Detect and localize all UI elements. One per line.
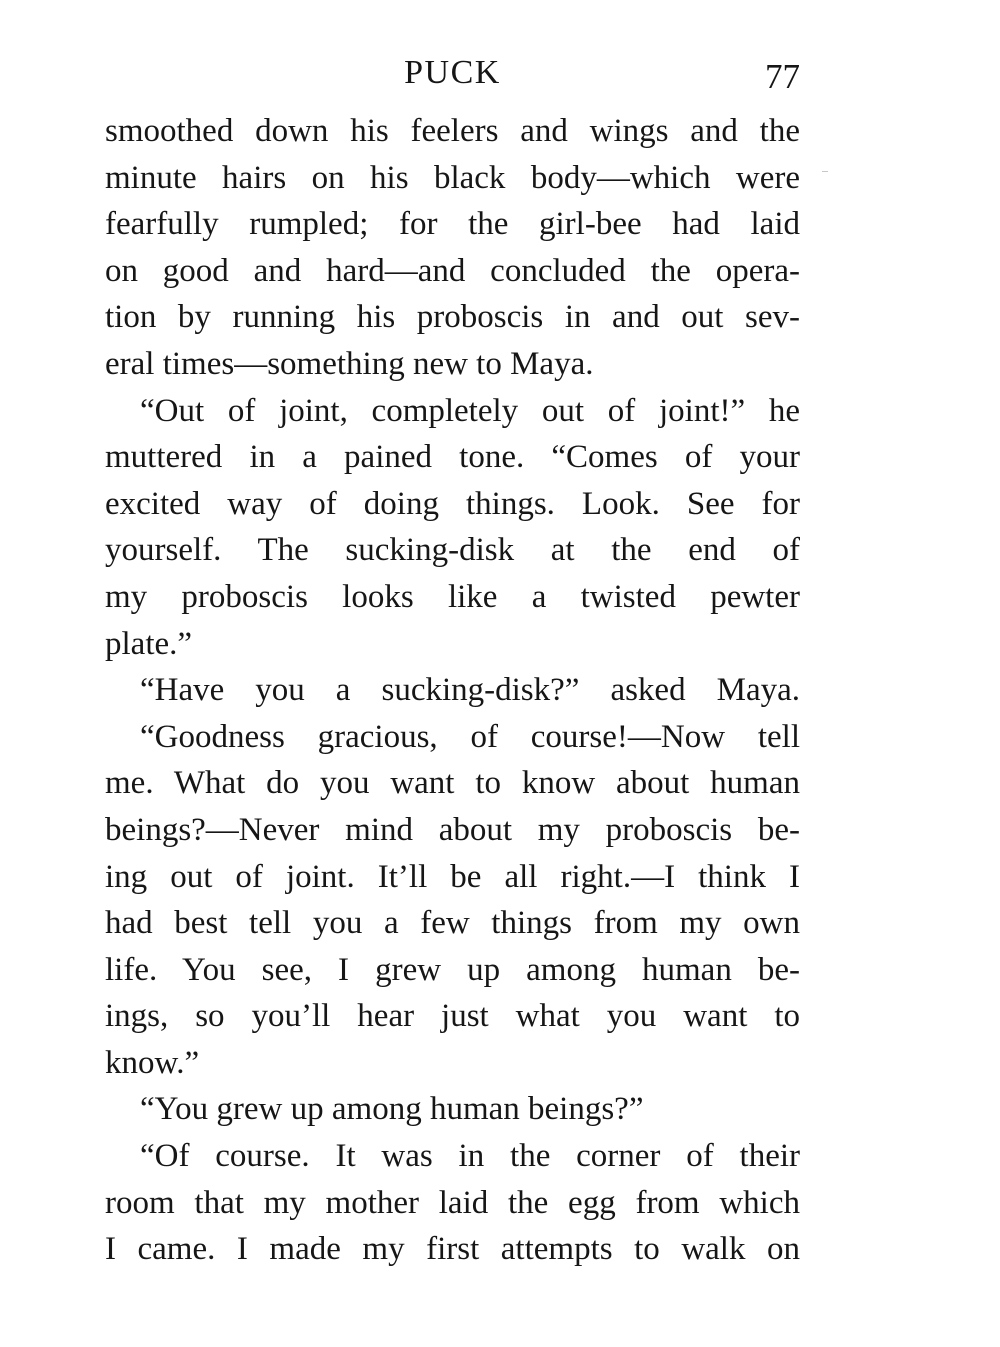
text-line: smoothed down his feelers and wings and the	[105, 113, 800, 149]
text-line: eral times—something new to Maya.	[105, 345, 594, 382]
text-line: beings?—Never mind about my proboscis be-	[105, 811, 800, 848]
text-line: had best tell you a few things from my own	[105, 905, 800, 942]
text-line: ing out of joint. It’ll be all right.—I think I	[105, 858, 800, 895]
text-line: my proboscis looks like a twisted pewter	[105, 578, 800, 615]
running-head	[105, 50, 800, 100]
text-line: yourself. The sucking-disk at the end of	[105, 532, 800, 569]
text-line: I came. I made my first attempts to walk on	[105, 1231, 800, 1268]
text-line: “Have you a sucking-disk?” asked Maya.	[140, 672, 800, 709]
text-line: life. You see, I grew up among human be-	[105, 951, 800, 988]
page-number: 77	[765, 57, 800, 96]
running-title: PUCK	[404, 54, 501, 91]
text-line: know.”	[105, 1044, 200, 1081]
text-line: plate.”	[105, 625, 193, 662]
text-line: fearfully rumpled; for the girl-bee had laid	[105, 206, 800, 243]
text-line: me. What do you want to know about human	[105, 765, 800, 802]
text-line: ings, so you’ll hear just what you want to	[105, 998, 800, 1035]
text-line: excited way of doing things. Look. See for	[105, 485, 800, 522]
body-text	[105, 108, 800, 1273]
text-line: “You grew up among human beings?”	[140, 1091, 644, 1128]
text-line: minute hairs on his black body—which were	[105, 159, 800, 196]
text-line: room that my mother laid the egg from which	[105, 1184, 800, 1221]
text-line: muttered in a pained tone. “Comes of your	[105, 439, 800, 476]
text-line: on good and hard—and concluded the opera-	[105, 252, 800, 289]
text-line: “Out of joint, completely out of joint!” he	[140, 392, 800, 429]
text-line: “Of course. It was in the corner of their	[140, 1138, 800, 1175]
text-line: tion by running his proboscis in and out sev-	[105, 299, 800, 336]
paper-speck	[822, 171, 828, 172]
text-line: “Goodness gracious, of course!—Now tell	[140, 718, 800, 755]
